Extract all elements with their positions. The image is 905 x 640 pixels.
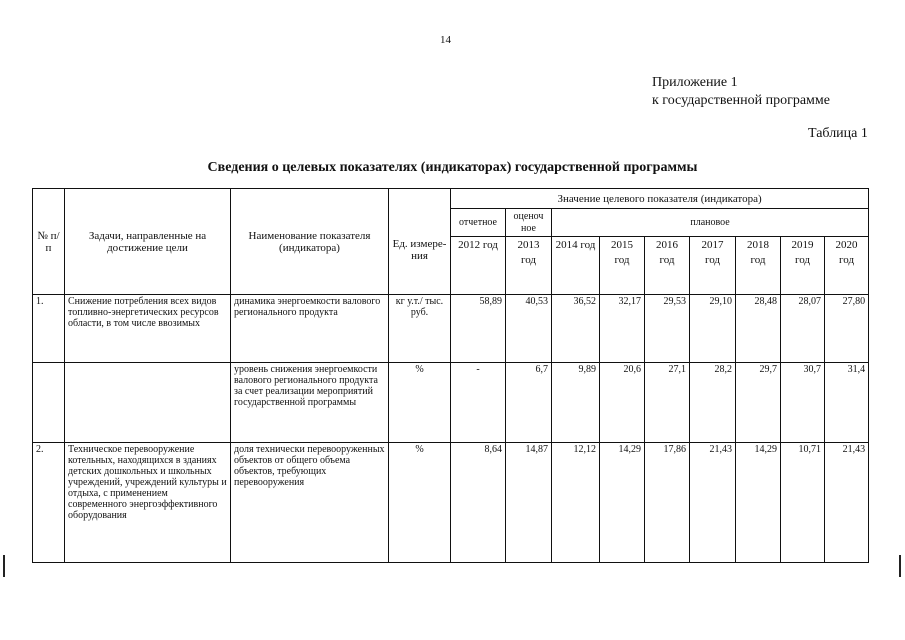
scan-margin-mark-right [899,555,901,577]
header-num: № п/п [33,189,65,295]
table-row [33,443,869,563]
indicators-table [32,188,869,563]
row-value: 14,29 [736,443,781,563]
table-row [33,295,869,363]
row-value: 21,43 [690,443,736,563]
row-value: 20,6 [600,363,645,443]
header-unit: Ед. измере-ния [389,189,451,295]
year-header: 2018 год [736,237,781,295]
row-value: 29,10 [690,295,736,363]
document-title: Сведения о целевых показателях (индикаторах) государственной программы [207,160,698,175]
row-num [33,363,65,443]
row-value: 27,1 [645,363,690,443]
page-number: 14 [440,34,451,46]
row-unit: % [389,443,451,563]
year-header: 2017 год [690,237,736,295]
year-header: 2013 год [506,237,552,295]
row-value: 17,86 [645,443,690,563]
row-task: Техническое перевооружение котельных, находящихся в зданиях детских дошкольных и школьных учреждений, учреждений культуры и отдыха, с применением современного энергоэффективного оборудования [65,443,231,563]
row-value: 9,89 [552,363,600,443]
header-planned: плановое [552,209,869,237]
year-header: 2019 год [781,237,825,295]
row-value: 10,71 [781,443,825,563]
row-value: 21,43 [825,443,869,563]
row-indicator: динамика энергоемкости валового регионального продукта [231,295,389,363]
table-row [33,363,869,443]
scan-margin-mark-left [3,555,5,577]
row-value: 14,29 [600,443,645,563]
row-task: Снижение потребления всех видов топливно-энергетических ресурсов области, в том числе ввозимых [65,295,231,363]
row-value: 28,2 [690,363,736,443]
row-indicator: уровень снижения энергоемкости валового регионального продукта за счет реализации мероприятий государственной программы [231,363,389,443]
appendix-line-1: Приложение 1 [652,75,738,90]
row-indicator: доля технически перевооруженных объектов от общего объема объектов, требующих перевооружения [231,443,389,563]
appendix-note [652,74,830,110]
year-header: 2012 год [451,237,506,295]
row-value: 40,53 [506,295,552,363]
row-unit: кг у.т./ тыс. руб. [389,295,451,363]
row-task [65,363,231,443]
header-value-group: Значение целевого показателя (индикатора) [451,189,869,209]
row-value: 29,7 [736,363,781,443]
row-value: 14,87 [506,443,552,563]
row-value: 29,53 [645,295,690,363]
row-unit: % [389,363,451,443]
row-value: 8,64 [451,443,506,563]
row-value: 58,89 [451,295,506,363]
year-header: 2014 год [552,237,600,295]
header-reported: отчетное [451,209,506,237]
header-estimated: оценоч ное [506,209,552,237]
table-number: Таблица 1 [808,126,868,141]
year-header: 2015 год [600,237,645,295]
row-value: 31,4 [825,363,869,443]
row-value: 30,7 [781,363,825,443]
row-value: 36,52 [552,295,600,363]
year-header: 2020 год [825,237,869,295]
row-value: 28,48 [736,295,781,363]
row-num: 1. [33,295,65,363]
row-value: 27,80 [825,295,869,363]
header-indicator: Наименование показателя (индикатора) [231,189,389,295]
row-value: - [451,363,506,443]
row-num: 2. [33,443,65,563]
header-tasks: Задачи, направленные на достижение цели [65,189,231,295]
row-value: 6,7 [506,363,552,443]
year-header: 2016 год [645,237,690,295]
row-value: 32,17 [600,295,645,363]
row-value: 28,07 [781,295,825,363]
appendix-line-2: к государственной программе [652,93,830,108]
row-value: 12,12 [552,443,600,563]
